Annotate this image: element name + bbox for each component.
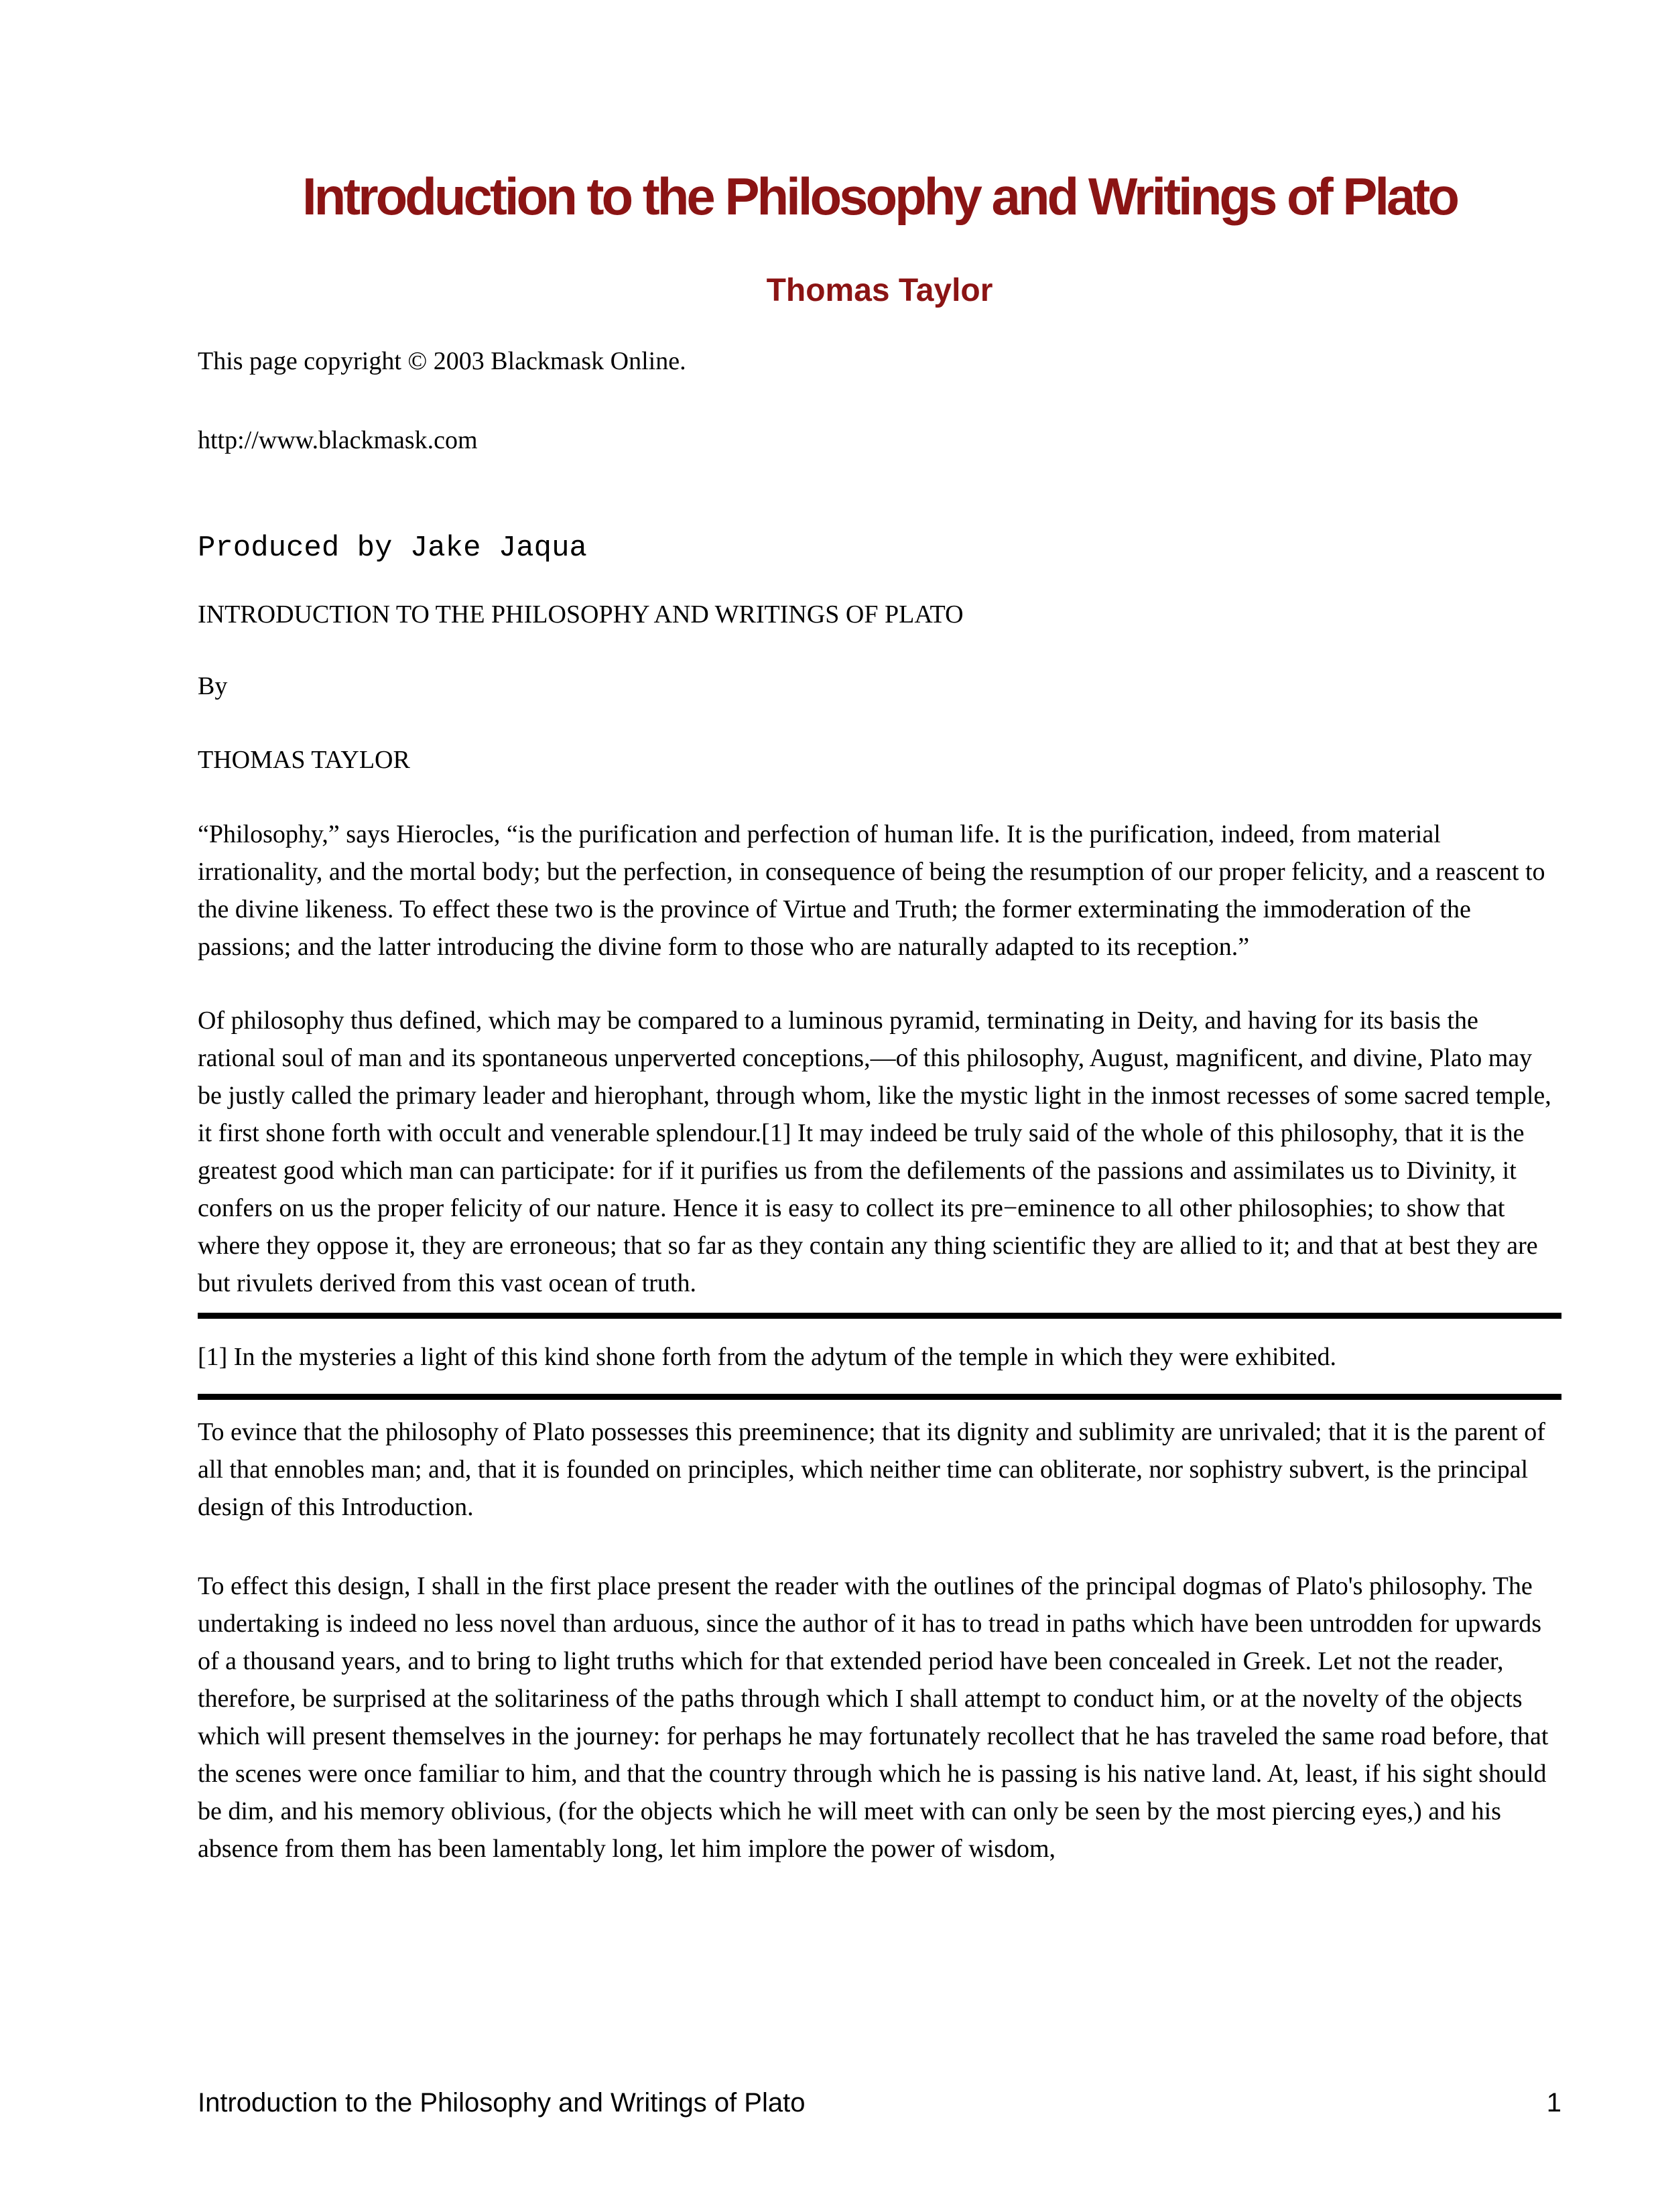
footnote-rule-bottom: [198, 1394, 1561, 1400]
byline-name: THOMAS TAYLOR: [198, 746, 410, 774]
copyright-line: This page copyright © 2003 Blackmask Online.: [198, 347, 686, 375]
document-author: Thomas Taylor: [766, 273, 993, 308]
byline-label: By: [198, 672, 228, 700]
paragraph-to-evince: To evince that the philosophy of Plato possesses this preeminence; that its dignity and sublimity are unrivaled; that it is the parent of all that ennobles man; and, that it is founded on principles, which neither time can obliterate, nor sophistry subvert, is the principal design of this Introduction.: [198, 1418, 1545, 1521]
site-url: http://www.blackmask.com: [198, 426, 478, 454]
footnote-rule-top: [198, 1313, 1561, 1319]
footer-title: Introduction to the Philosophy and Writings of Plato: [198, 2088, 806, 2118]
document-title: Introduction to the Philosophy and Writings of Plato: [302, 167, 1458, 226]
produced-by-line: Produced by Jake Jaqua: [198, 531, 587, 565]
section-heading: INTRODUCTION TO THE PHILOSOPHY AND WRITINGS OF PLATO: [198, 600, 964, 629]
footer-page-number: 1: [1546, 2088, 1561, 2118]
document-body: [198, 0, 1561, 1868]
page-footer: [198, 2086, 1561, 2120]
paragraph-of-philosophy: Of philosophy thus defined, which may be compared to a luminous pyramid, terminating in Deity, and having for its basis the rational soul of man and its spontaneous unperverted conceptions,—of this philosophy, August, magnificent, and divine, Plato may be justly called the primary leader and hierophant, through whom, like the mystic light in the inmost recesses of some sacred temple, it first shone forth with occult and venerable splendour.[1] It may indeed be truly said of the whole of this philosophy, that it is the greatest good which man can participate: for if it purifies us from the defilements of the passions and assimilates us to Divinity, it confers on us the proper felicity of our nature. Hence it is easy to collect its pre−eminence to all other philosophies; to show that where they oppose it, they are erroneous; that so far as they contain any thing scientific they are allied to it; and that at best they are but rivulets derived from this vast ocean of truth.: [198, 1006, 1551, 1297]
paragraph-hierocles-quote: “Philosophy,” says Hierocles, “is the purification and perfection of human life. It is the purification, indeed, from material irrationality, and the mortal body; but the perfection, in consequence of being the resumption of our proper felicity, and a reascent to the divine likeness. To effect these two is the province of Virtue and Truth; the former exterminating the immoderation of the passions; and the latter introducing the divine form to those who are naturally adapted to its reception.”: [198, 820, 1545, 961]
footnote-text: [1] In the mysteries a light of this kind shone forth from the adytum of the temple in which they were exhibited.: [198, 1343, 1337, 1371]
paragraph-to-effect: To effect this design, I shall in the first place present the reader with the outlines of the principal dogmas of Plato's philosophy. The undertaking is indeed no less novel than arduous, since the author of it has to tread in paths which have been untrodden for upwards of a thousand years, and to bring to light truths which for that extended period have been concealed in Greek. Let not the reader, therefore, be surprised at the solitariness of the paths through which I shall attempt to conduct him, or at the novelty of the objects which will present themselves in the journey: for perhaps he may fortunately recollect that he has traveled the same road before, that the scenes were once familiar to him, and that the country through which he is passing is his native land. At, least, if his sight should be dim, and his memory oblivious, (for the objects which he will meet with can only be seen by the most piercing eyes,) and his absence from them has been lamentably long, let him implore the power of wisdom,: [198, 1572, 1549, 1863]
